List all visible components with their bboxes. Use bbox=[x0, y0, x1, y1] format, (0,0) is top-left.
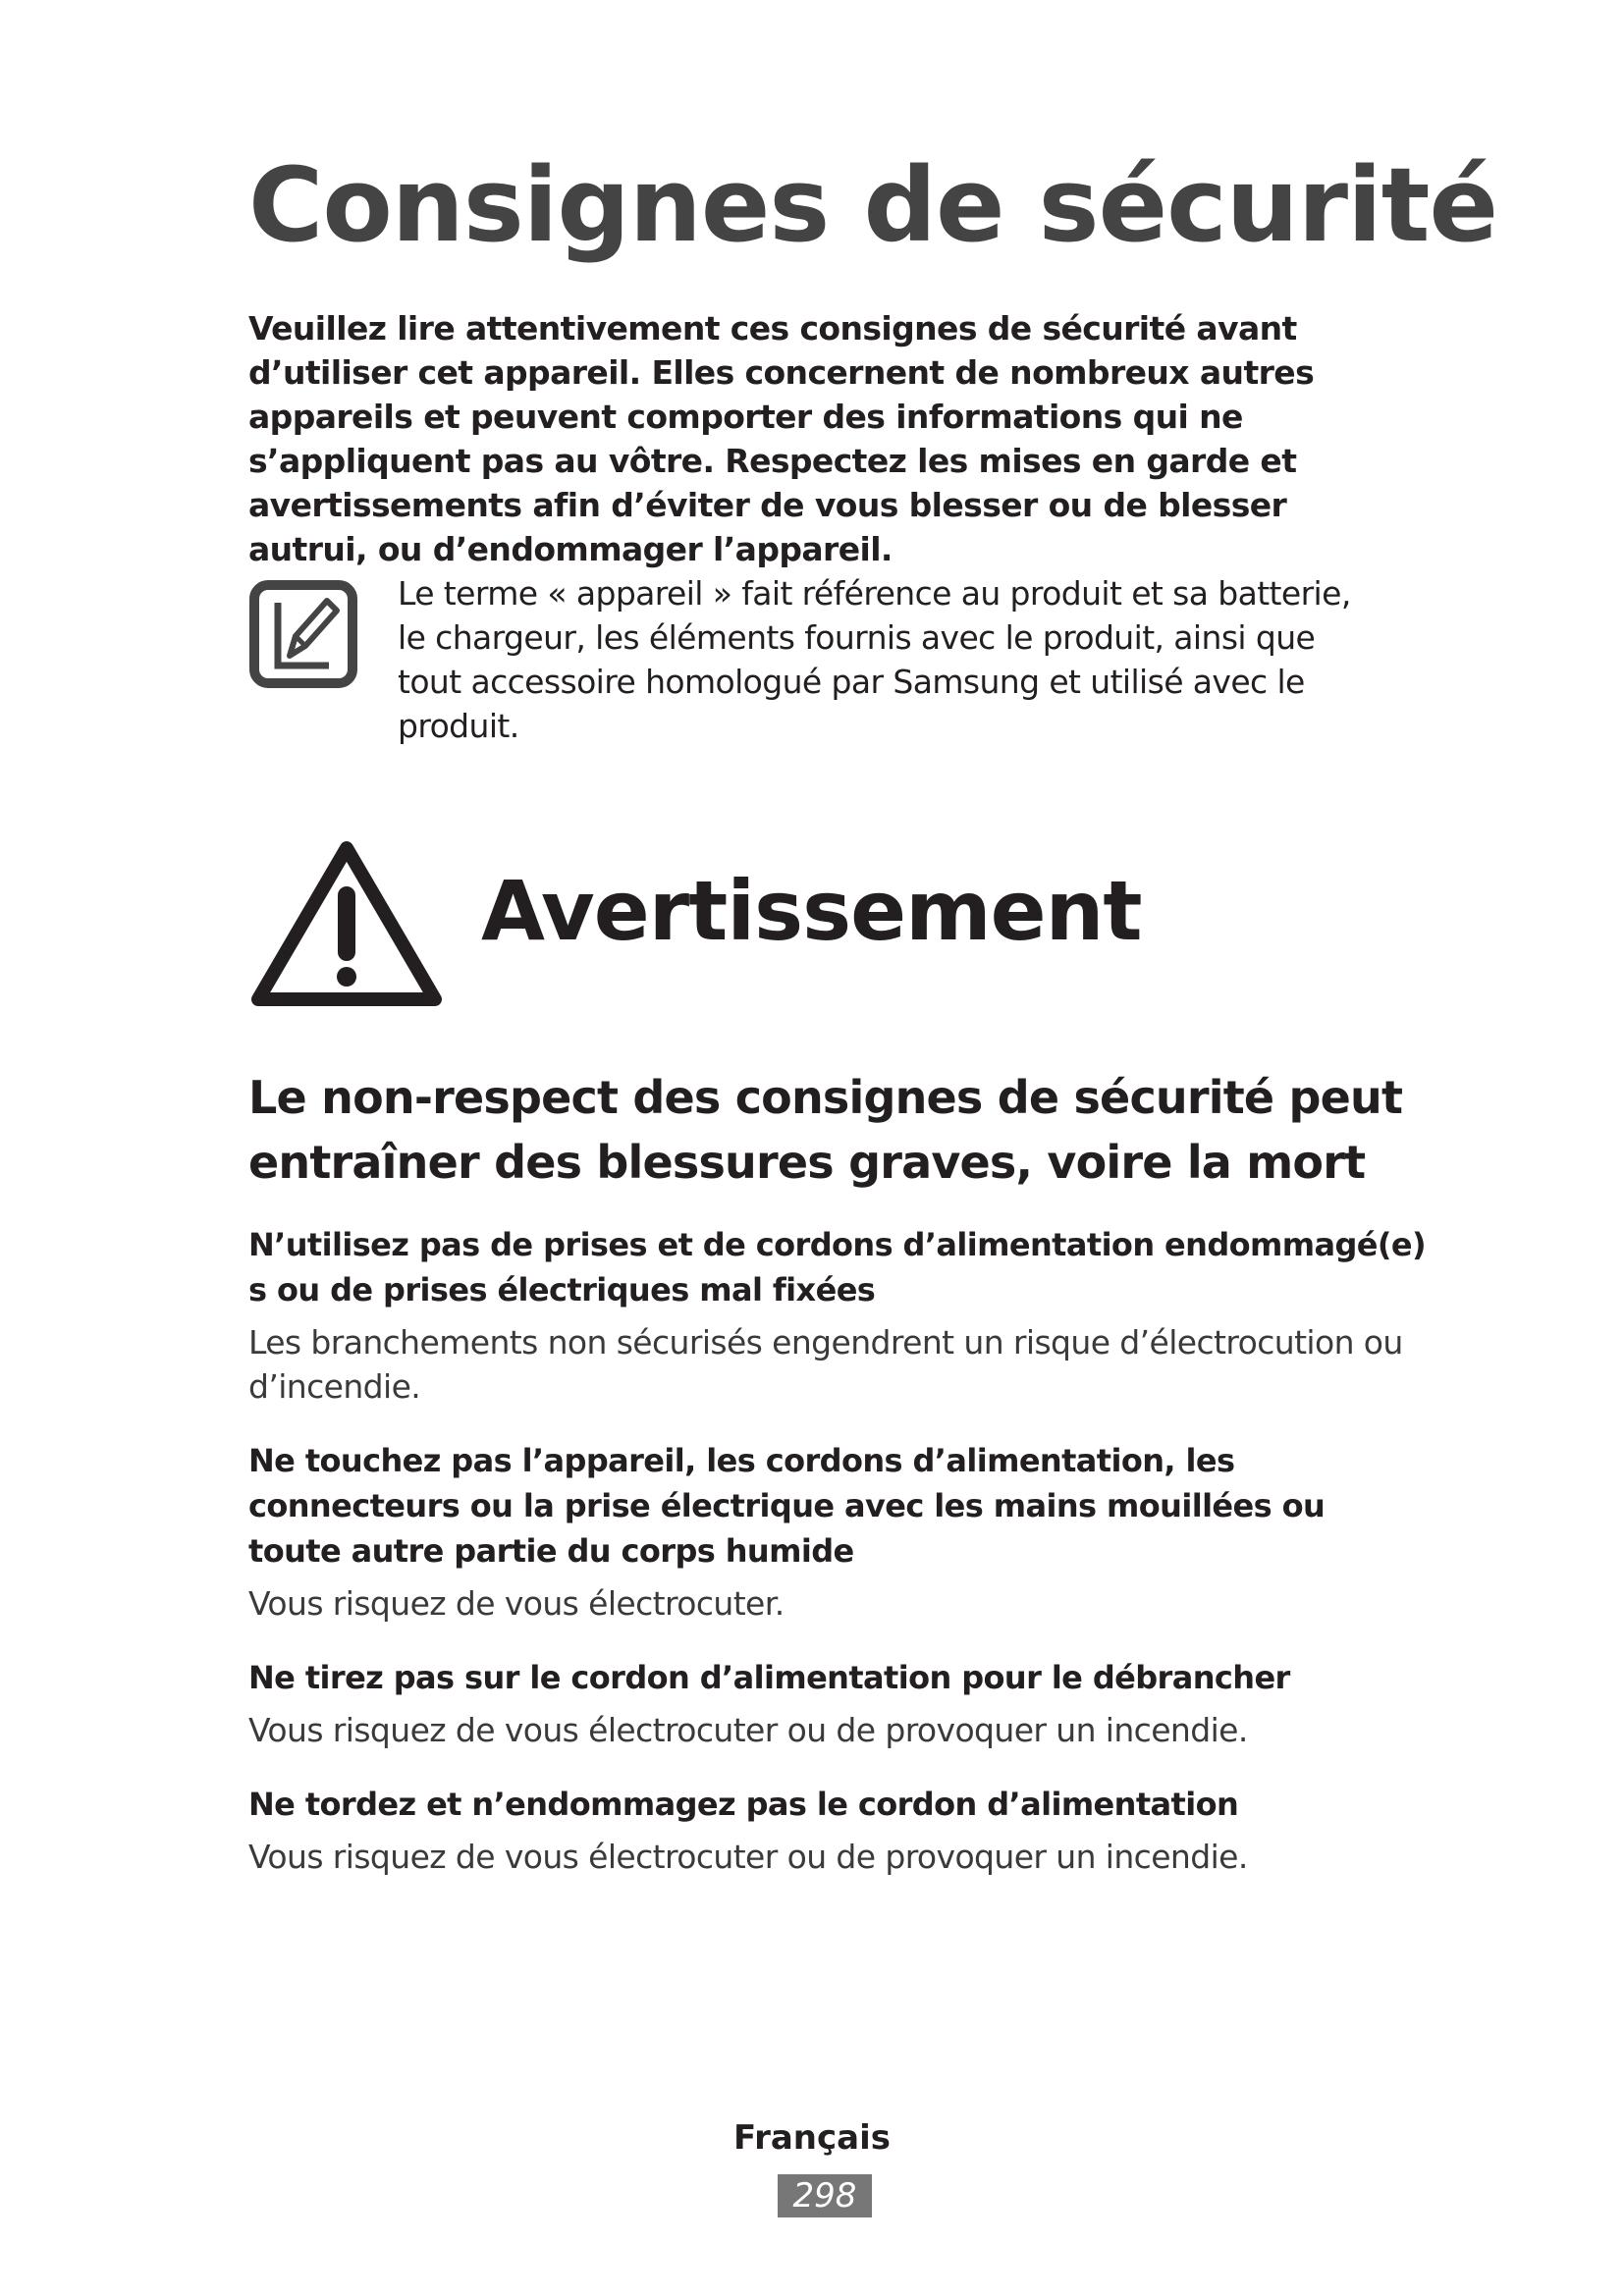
warning-item-heading: Ne tirez pas sur le cordon d’alimentation pour le débrancher bbox=[248, 1659, 1290, 1696]
warning-item-heading: Ne tordez et n’endommagez pas le cordon d’alimentation bbox=[248, 1786, 1239, 1823]
warning-item bbox=[248, 1222, 1427, 1409]
footer-language: Français bbox=[733, 2118, 891, 2158]
warning-item-heading: N’utilisez pas de prises et de cordons d’alimentation endommagé(e) s ou de prises électriques mal fixées bbox=[248, 1226, 1427, 1308]
warning-item bbox=[248, 1655, 1427, 1752]
warning-item-body: Vous risquez de vous électrocuter ou de provoquer un incendie. bbox=[248, 1711, 1248, 1749]
warning-item bbox=[248, 1782, 1427, 1879]
page-number-badge: 298 bbox=[778, 2174, 872, 2217]
warning-item-body: Vous risquez de vous électrocuter ou de provoquer un incendie. bbox=[248, 1838, 1248, 1876]
note-pencil-icon bbox=[248, 579, 358, 689]
warning-triangle-icon bbox=[248, 834, 445, 1011]
warning-item bbox=[248, 1438, 1427, 1626]
warning-item-body: Vous risquez de vous électrocuter. bbox=[248, 1584, 785, 1623]
page-title: Consignes de sécurité bbox=[248, 145, 1497, 265]
warning-item-heading: Ne touchez pas l’appareil, les cordons d’alimentation, les connecteurs ou la prise électrique avec les mains mouillées ou toute autre partie du corps humide bbox=[248, 1442, 1326, 1570]
warning-item-body: Les branchements non sécurisés engendrent un risque d’électrocution ou d’incendie. bbox=[248, 1323, 1403, 1406]
warning-title: Avertissement bbox=[481, 863, 1142, 959]
intro-paragraph: Veuillez lire attentivement ces consignes de sécurité avant d’utiliser cet appareil. Elles concernent de nombreux autres appareils et peuvent comporter des informations qui ne s’appliquent pas au vôtre. Respectez les mises en garde et avertissements afin d’éviter de vous blesser ou de blesser autrui, ou d’endommager l’appareil. bbox=[248, 309, 1315, 568]
note-text: Le terme « appareil » fait référence au produit et sa batterie, le chargeur, les éléments fournis avec le produit, ainsi que tout accessoire homologué par Samsung et utilisé avec le produit. bbox=[398, 574, 1351, 745]
warning-items-list bbox=[248, 1222, 1427, 1908]
warning-subheading: Le non-respect des consignes de sécurité peut entraîner des blessures graves, voire la mort bbox=[248, 1071, 1403, 1189]
